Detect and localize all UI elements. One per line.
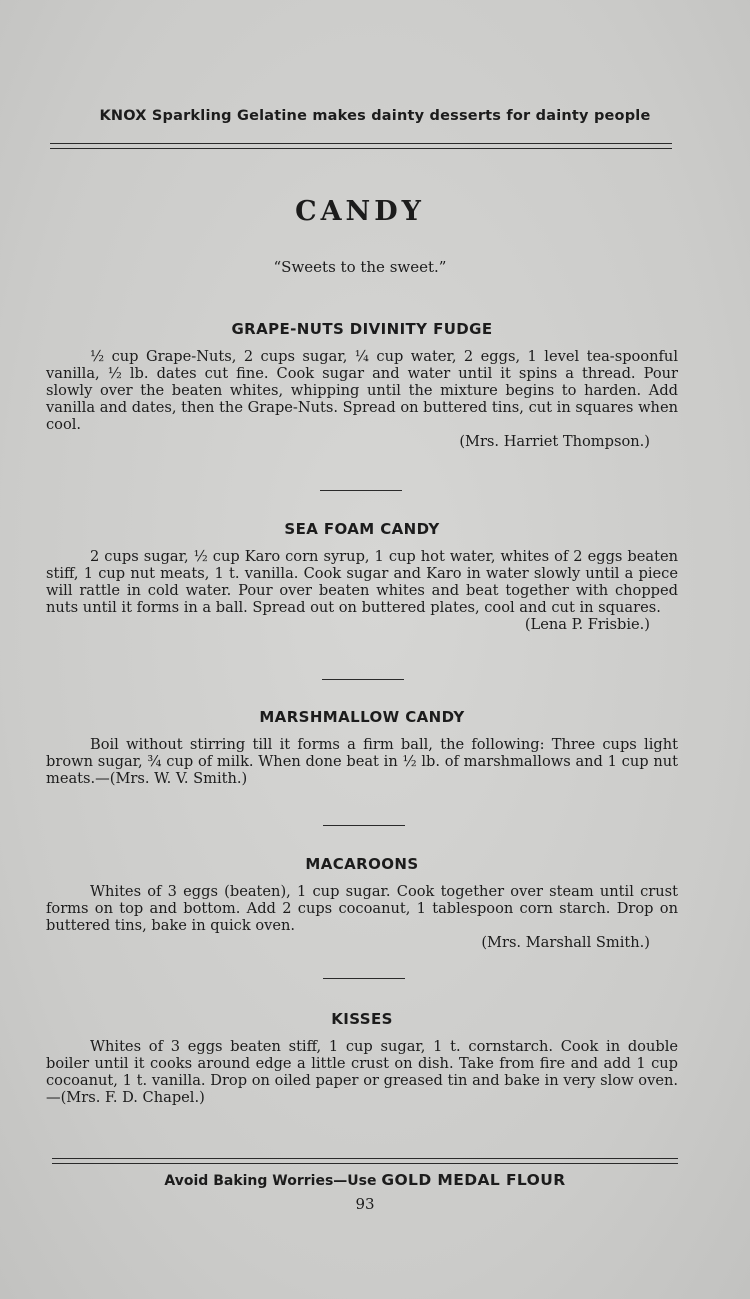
chapter-title: CANDY bbox=[295, 196, 425, 227]
recipe-kisses bbox=[46, 1010, 678, 1106]
section-separator bbox=[320, 490, 402, 491]
recipe-title: MARSHMALLOW CANDY bbox=[259, 708, 465, 726]
recipe-body: Whites of 3 eggs beaten stiff, 1 cup sugar, 1 t. cornstarch. Cook in double boiler until it cooks around edge a little crust on dish. Take from fire and add 1 cup cocoanut, 1 t. vanilla. Drop on oiled paper or greased tin and bake in very slow oven.—(Mrs. F. D. Chapel.) bbox=[46, 1038, 678, 1106]
recipe-body: 2 cups sugar, ½ cup Karo corn syrup, 1 cup hot water, whites of 2 eggs beaten stiff, 1 cup nut meats, 1 t. vanilla. Cook sugar and Karo in water slowly until a piece will rattle in cold water. Pour over beaten whites and beat together with chopped nuts until it forms in a ball. Spread out on buttered plates, cool and cut in squares. bbox=[46, 548, 678, 616]
page-number: 93 bbox=[355, 1195, 375, 1213]
header-double-rule bbox=[50, 143, 672, 149]
recipe-grape-nuts-divinity-fudge bbox=[46, 320, 678, 450]
recipe-body: ½ cup Grape-Nuts, 2 cups sugar, ¼ cup water, 2 eggs, 1 level tea-spoonful vanilla, ½ lb. dates cut fine. Cook sugar and water until it spins a thread. Pour slowly over the beaten whites, whipping until the mixture begins to harden. Add vanilla and dates, then the Grape-Nuts. Spread on buttered tins, cut in squares when cool. bbox=[46, 348, 678, 433]
running-header: KNOX Sparkling Gelatine makes dainty desserts for dainty people bbox=[99, 108, 651, 124]
running-footer bbox=[60, 1171, 670, 1189]
recipe-macaroons bbox=[46, 855, 678, 951]
recipe-marshmallow-candy bbox=[46, 708, 678, 787]
recipe-title: GRAPE-NUTS DIVINITY FUDGE bbox=[231, 320, 493, 338]
section-separator bbox=[322, 679, 404, 680]
footer-double-rule bbox=[52, 1158, 678, 1164]
recipe-body: Boil without stirring till it forms a firm ball, the following: Three cups light brown sugar, ¾ cup of milk. When done beat in ½ lb. of marshmallows and 1 cup nut meats.—(Mrs. W. V. Smith.) bbox=[46, 736, 678, 787]
recipe-title: KISSES bbox=[331, 1010, 393, 1028]
recipe-credit: (Lena P. Frisbie.) bbox=[524, 616, 650, 633]
recipe-title: MACAROONS bbox=[305, 855, 419, 873]
footer-banner-brand: GOLD MEDAL FLOUR bbox=[381, 1171, 566, 1189]
recipe-title: SEA FOAM CANDY bbox=[284, 520, 440, 538]
recipe-body: Whites of 3 eggs (beaten), 1 cup sugar. Cook together over steam until crust forms on top and bottom. Add 2 cups cocoanut, 1 tablespoon corn starch. Drop on buttered tins, bake in quick oven. bbox=[46, 883, 678, 934]
footer-banner-prefix: Avoid Baking Worries—Use bbox=[164, 1173, 382, 1189]
recipe-credit: (Mrs. Harriet Thompson.) bbox=[459, 433, 650, 450]
recipe-credit: (Mrs. Marshall Smith.) bbox=[481, 934, 650, 951]
recipe-sea-foam-candy bbox=[46, 520, 678, 633]
section-separator bbox=[323, 978, 405, 979]
chapter-epigraph: “Sweets to the sweet.” bbox=[273, 258, 447, 276]
section-separator bbox=[323, 825, 405, 826]
